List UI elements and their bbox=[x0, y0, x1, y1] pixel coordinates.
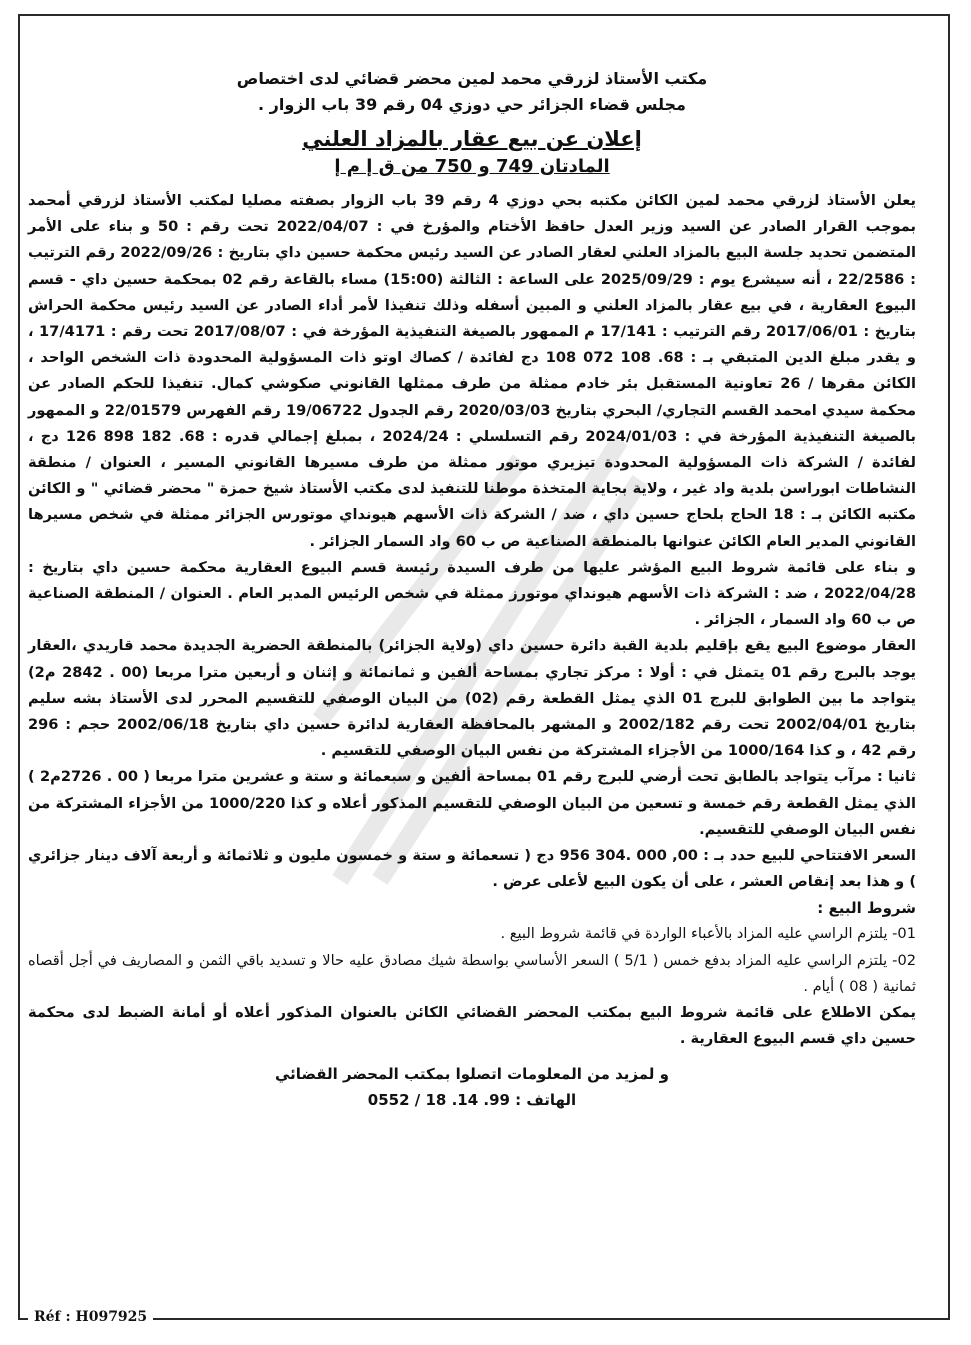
office-header-line2: مجلس قضاء الجزائر حي دوزي 04 رقم 39 باب الزوار . bbox=[258, 95, 686, 114]
condition-item-1: 01- يلتزم الراسي عليه المزاد بالأعباء الواردة في قائمة شروط البيع . bbox=[500, 925, 916, 943]
footer-info: و لمزيد من المعلومات اتصلوا بمكتب المحضر القضائي bbox=[275, 1064, 669, 1083]
paragraph-property-first: العقار موضوع البيع يقع بإقليم بلدية القبة دائرة حسين داي (ولاية الجزائر) بالمنطقة الحضرية الجديدة محمد قاريدي ،العقار يوجد بالبرج رقم 01 يتمثل في : أولا : مركز تجاري بمساحة ألفين و ثمانمائة و إثنان و أربعين مترا مربعا (00 . 2842 م2) يتواجد ما بين الطوابق للبرج 01 الذي يمثل القطعة رقم (02) من البيان الوصفي للتقسيم المحرر لدى الأستاذ بشه سليم بتاريخ 2002/04/01 تحت رقم 2002/182 و المشهر بالمحافظة العقارية لدائرة حسين داي بتاريخ 2002/06/18 حجم : 296 رقم 42 ، و كذا 1000/164 من الأجزاء المشتركة من نفس البيان الوصفي للتقسيم . bbox=[28, 637, 916, 760]
consult-notice: يمكن الاطلاع على قائمة شروط البيع بمكتب المحضر القضائي الكائن بالعنوان المذكور أعلاه أو أمانة الضبط لدى محكمة حسين داي قسم البيوع العقارية . bbox=[28, 1004, 916, 1048]
paragraph-property-second: ثانيا : مرآب يتواجد بالطابق تحت أرضي للبرج رقم 01 بمساحة ألفين و سبعمائة و ستة و عشرين مترا مربعا ( 00 . 2726م2 ) الذي يمثل القطعة رقم خمسة و تسعين من البيان الوصفي للتقسيم المذكور أعلاه و كذا 1000/220 من الأجزاء المشتركة من نفس البيان الوصفي للتقسيم. bbox=[28, 768, 916, 838]
condition-item-2: 02- يلتزم الراسي عليه المزاد بدفع خمس ( 5/1 ) السعر الأساسي بواسطة شيك مصادق عليه حالا و تسديد باقي الثمن و المصاريف في أجل أقصاه ثمانية ( 08 ) أيام . bbox=[28, 951, 917, 995]
paragraph-intro: يعلن الأستاذ لزرقي محمد لمين الكائن مكتبه بحي دوزي 4 رقم 39 باب الزوار بصفته مصليا لمكتب الأستاذ لزرقي أمحمد بموجب القرار الصادر عن السيد وزير العدل حافظ الأختام والمؤرخ في : 2022/04/07 تحت رقم : 50 و بناء على الأمر المتضمن تحديد جلسة البيع بالمزاد العلني لعقار الصادر عن السيد رئيس محكمة حسين داي بتاريخ : 2022/09/26 رقم الترتيب : 22/2586 ، أنه سيشرع يوم : 2025/09/29 على الساعة : الثالثة (15:00) مساء بالقاعة رقم 02 بمحكمة حسين داي - قسم البيوع العقارية ، في بيع عقار بالمزاد العلني و المبين أسفله وذلك تنفيذا لأمر أداء الصادر عن السيد رئيس محكمة الحراش بتاريخ : 2017/06/01 رقم الترتيب : 17/141 م الممهور بالصيغة التنفيذية المؤرخة في : 2017/08/07 تحت رقم : 17/4171 ، و يقدر مبلغ الدين المتبقي بـ : 68. 108 072 108 دج لفائدة / كصاك اوتو ذات المسؤولية المحدودة ذات الشخص الواحد ، الكائن مقرها / 26 تعاونية المستقبل بئر خادم ممثلة من طرف ممثلها القانوني صكوشي كمال. تنفيذا للحكم الصادر عن محكمة سيدي امحمد القسم التجاري/ البحري بتاريخ 2020/03/03 رقم الجدول 19/06722 رقم الفهرس 22/01579 و الممهور بالصيغة التنفيذية المؤرخة في : 2024/01/03 رقم التسلسلي : 2024/24 ، بمبلغ إجمالي قدره : 68. 182 898 126 دج ، لفائدة / الشركة ذات المسؤولية المحدودة تيزيري موتور ممثلة من طرف مسيرها القانوني المسير ، العنوان / منطقة النشاطات ابوراسن بلدية واد غير ، ولاية بجاية المتخذة موطنا للتنفيذ لدى مكتب الأستاذ شيخ حمزة " محضر قضائي " و الكائن مكتبه الكائن بـ : 18 الحاج بلحاج حسين داي ، ضد / الشركة ذات الأسهم هيونداي موتورس الجزائر ممثلة في شخص مسيرها القانوني المدير العام الكائن عنوانها بالمنطقة الصناعية ص ب 60 واد السمار الجزائر . bbox=[28, 192, 917, 550]
paragraph-conditions-list: و بناء على قائمة شروط البيع المؤشر عليها من طرف السيدة رئيسة قسم البيوع العقارية محكمة حسين داي بتاريخ : 2022/04/28 ، ضد : الشركة ذات الأسهم هيونداي موتورز ممثلة في شخص الرئيس المدير العام . العنوان / المنطقة الصناعية ص ب 60 واد السمار ، الجزائر . bbox=[28, 558, 916, 629]
announcement-title: إعلان عن بيع عقار بالمزاد العلني bbox=[302, 127, 642, 151]
paragraph-opening-price: السعر الافتتاحي للبيع حدد بـ : 00, 000 .304 956 دج ( تسعمائة و ستة و خمسون مليون و ثلاثمائة و أربعة آلاف دينار جزائري ) و هذا بعد إنقاص العشر ، على أن يكون البيع لأعلى عرض . bbox=[28, 847, 917, 891]
announcement-body bbox=[28, 66, 916, 1113]
reference-number: Réf : H097925 bbox=[28, 1306, 153, 1328]
footer-phone: الهاتف : 99. 14. 18 / 0552 bbox=[367, 1090, 577, 1109]
conditions-title: شروط البيع : bbox=[817, 899, 916, 918]
office-header-line1: مكتب الأستاذ لزرقي محمد لمين محضر قضائي لدى اختصاص bbox=[236, 69, 708, 88]
announcement-subtitle: المادتان 749 و 750 من ق إ م إ bbox=[334, 156, 610, 177]
